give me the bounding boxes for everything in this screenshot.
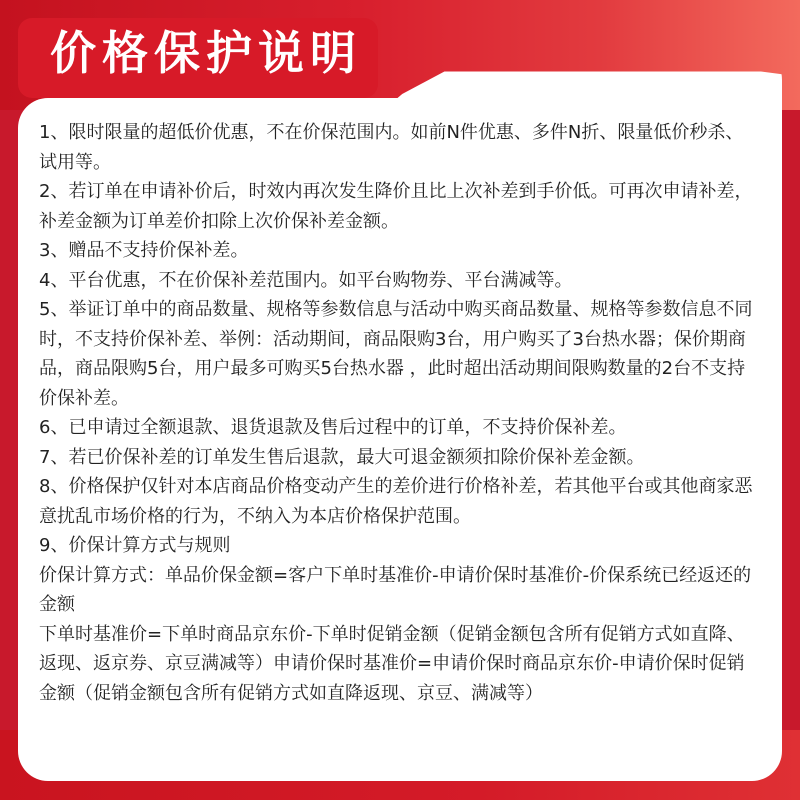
page-title: 价格保护说明 (50, 26, 362, 80)
rules-list (39, 118, 760, 708)
rule-item-6: 6、已申请过全额退款、退货退款及售后过程中的订单，不支持价保补差。 (39, 417, 627, 438)
rule-item-8: 8、价格保护仅针对本店商品价格变动产生的差价进行价格补差，若其他平台或其他商家恶意扰乱市场价格的行为，不纳入为本店价格保护范围。 (39, 476, 753, 527)
rule-item-7: 7、若已价保补差的订单发生售后退款，最大可退金额须扣除价保补差金额。 (39, 446, 645, 468)
rule-item-5: 5、举证订单中的商品数量、规格等参数信息与活动中购买商品数量、规格等参数信息不同时，不支持价保补差、举例：活动期间，商品限购3台，用户购买了3台热水器；保价期商品，商品限购5台，用户最多可购买5台热水器 ，此时超出活动期间限购数量的2台不支持价保补差。 (39, 299, 753, 409)
rule-item-9: 9、价保计算方式与规则 (39, 535, 231, 556)
rule-item-3: 3、赠品不支持价保补差。 (39, 240, 249, 261)
rule-item-2: 2、若订单在申请补价后，时效内再次发生降价且比上次补差到手价低。可再次申请补差，补差金额为订单差价扣除上次价保补差金额。 (39, 181, 753, 232)
base-price-definition: 下单时基准价=下单时商品京东价-下单时促销金额（促销金额包含所有促销方式如直降、返现、返京券、京豆满减等）申请价保时基准价=申请价保时商品京东价-申请价保时促销金额（促销金额包含所有促销方式如直降返现、京豆、满减等） (39, 623, 745, 704)
rule-item-1: 1、限时限量的超低价优惠，不在价保范围内。如前N件优惠、多件N折、限量低价秒杀、试用等。 (39, 122, 744, 173)
rule-item-4: 4、平台优惠，不在价保补差范围内。如平台购物券、平台满减等。 (39, 269, 573, 291)
content-panel (18, 98, 782, 781)
calculation-method: 价保计算方式：单品价保金额=客户下单时基准价-申请价保时基准价-价保系统已经返还的金额 (39, 564, 752, 615)
